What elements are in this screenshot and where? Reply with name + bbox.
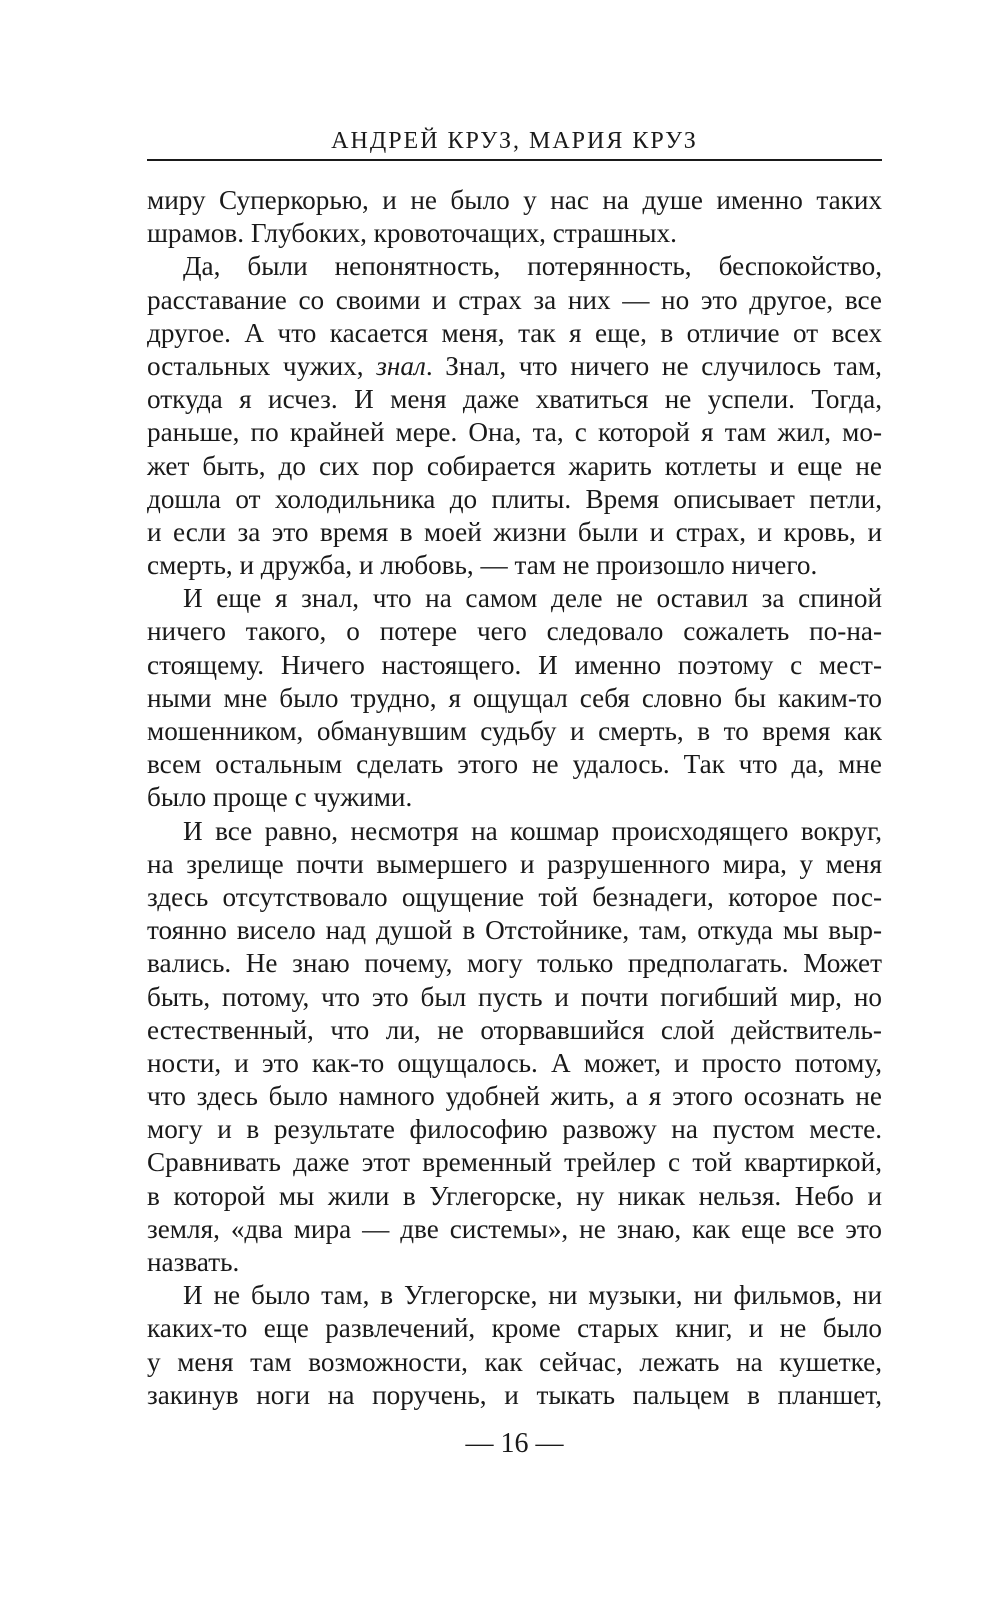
text-line: другое. А что касается меня, так я еще, в отличие от всех [147,317,882,348]
text-line: каких-то еще развлечений, кроме старых книг, и не было [147,1313,882,1344]
header-rule [147,159,882,161]
text-line: у меня там возможности, как сейчас, лежать на кушетке, [147,1346,882,1377]
text-line: было проще с чужими. [147,782,413,813]
text-line: жет быть, до сих пор собирается жарить котлеты и еще не [147,450,882,481]
text-line: тоянно висело над душой в Отстойнике, там, откуда мы выр- [147,915,882,946]
book-page [147,0,882,1616]
text-line: шрамов. Глубоких, кровоточащих, страшных. [147,218,677,249]
text-line: ничего такого, о потере чего следовало сожалеть по-на- [147,616,882,647]
text-line: раньше, по крайней мере. Она, та, с которой я там жил, мо- [147,417,882,448]
text-run: . Знал, что ничего не случилось там, [425,350,882,381]
text-line: закинув ноги на поручень, и тыкать пальцем в планшет, [147,1379,882,1410]
text-line: земля, «два мира — две системы», не знаю, как еще все это [147,1213,882,1244]
text-line: И еще я знал, что на самом деле не оставил за спиной [183,583,882,614]
text-line: стоящему. Ничего настоящего. И именно поэтому с мест- [147,649,882,680]
text-line: откуда я исчез. И меня даже хватиться не успели. Тогда, [147,384,882,415]
text-line: быть, потому, что это был пусть и почти погибший мир, но [147,981,882,1012]
text-line: Сравнивать даже этот временный трейлер с той квартиркой, [147,1147,882,1178]
text-line: естественный, что ли, не оторвавшийся слой действитель- [147,1014,882,1045]
text-run: остальных чужих, [147,350,377,381]
text-line: могу и в результате философию развожу на пустом месте. [147,1114,882,1145]
text-line: ности, и это как-то ощущалось. А может, и просто потому, [147,1047,882,1078]
text-line: вались. Не знаю почему, могу только предполагать. Может [147,948,882,979]
text-line: назвать. [147,1247,240,1277]
text-line-with-emphasis [147,350,882,383]
text-line: мошенником, обманувшим судьбу и смерть, в то время как [147,716,882,746]
text-line: ными мне было трудно, я ощущал себя словно бы каким-то [147,682,882,713]
text-line: всем остальным сделать этого не удалось. Так что да, мне [147,749,882,780]
text-line: дошла от холодильника до плиты. Время описывает петли, [147,483,882,514]
text-line: расставание со своими и страх за них — но это другое, все [147,284,882,315]
text-line: Да, были непонятность, потерянность, беспокойство, [183,251,882,282]
text-line: что здесь было намного удобней жить, а я этого осознать не [147,1081,882,1112]
text-line: и если за это время в моей жизни были и страх, и кровь, и [147,516,882,547]
text-line: миру Суперкорью, и не было у нас на душе именно таких [147,185,882,215]
text-line: здесь отсутствовало ощущение той безнадеги, которое пос- [147,881,882,912]
emphasized-word: знал [376,350,426,381]
body-text [147,184,882,1412]
text-line: в которой мы жили в Углегорске, ну никак нельзя. Небо и [147,1180,882,1211]
text-line: И все равно, несмотря на кошмар происходящего вокруг, [183,815,882,846]
text-line: И не было там, в Углегорске, ни музыки, ни фильмов, ни [183,1280,882,1311]
page-number: — 16 — [465,1428,564,1459]
running-head: АНДРЕЙ КРУЗ, МАРИЯ КРУЗ [331,128,698,154]
text-line: смерть, и дружба, и любовь, — там не произошло ничего. [147,550,818,581]
text-line: на зрелище почти вымершего и разрушенного мира, у меня [147,848,882,879]
